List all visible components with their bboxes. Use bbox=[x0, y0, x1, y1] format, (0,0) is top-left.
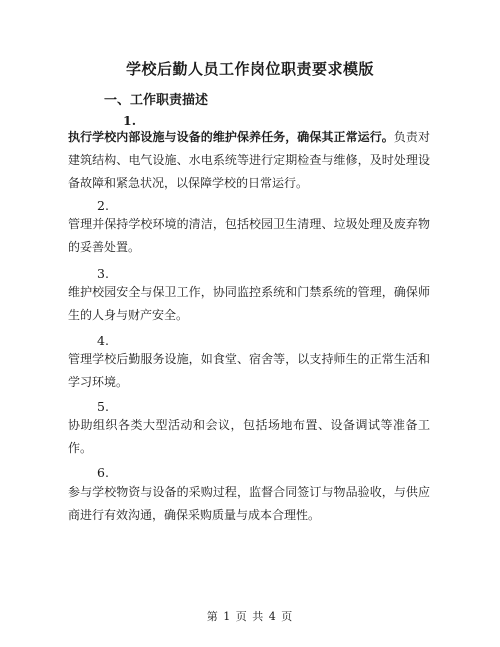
item-number-2: 2. bbox=[97, 198, 109, 213]
item-paragraph-1 bbox=[68, 126, 430, 195]
item-lead-1: 执行学校内部设施与设备的维护保养任务，确保其正常运行。 bbox=[68, 130, 394, 144]
section-heading: 一、工作职责描述 bbox=[104, 93, 209, 108]
item-text-1: 负责对建筑结构、电气设施、水电系统等进行定期检查与维修，及时处理设备故障和紧急状况，以保障学校的日常运行。 bbox=[68, 130, 430, 190]
item-paragraph-6: 参与学校物资与设备的采购过程，监督合同签订与物品验收，与供应商进行有效沟通，确保采购质量与成本合理性。 bbox=[68, 485, 430, 522]
item-paragraph-2: 管理并保持学校环境的清洁，包括校园卫生清理、垃圾处理及废弃物的妥善处置。 bbox=[68, 217, 430, 254]
item-number-6: 6. bbox=[97, 465, 109, 480]
page-footer: 第 1 页 共 4 页 bbox=[206, 610, 294, 623]
item-number-4: 4. bbox=[97, 333, 109, 348]
item-paragraph-5: 协助组织各类大型活动和会议，包括场地布置、设备调试等准备工作。 bbox=[68, 418, 430, 455]
document-title: 学校后勤人员工作岗位职责要求模版 bbox=[125, 60, 374, 78]
item-paragraph-3: 维护校园安全与保卫工作，协同监控系统和门禁系统的管理，确保师生的人身与财产安全。 bbox=[68, 285, 430, 322]
item-number-1: 1. bbox=[123, 113, 137, 128]
item-number-3: 3. bbox=[97, 266, 109, 281]
item-paragraph-4: 管理学校后勤服务设施，如食堂、宿舍等，以支持师生的正常生活和学习环境。 bbox=[68, 352, 430, 389]
item-number-5: 5. bbox=[97, 399, 109, 414]
